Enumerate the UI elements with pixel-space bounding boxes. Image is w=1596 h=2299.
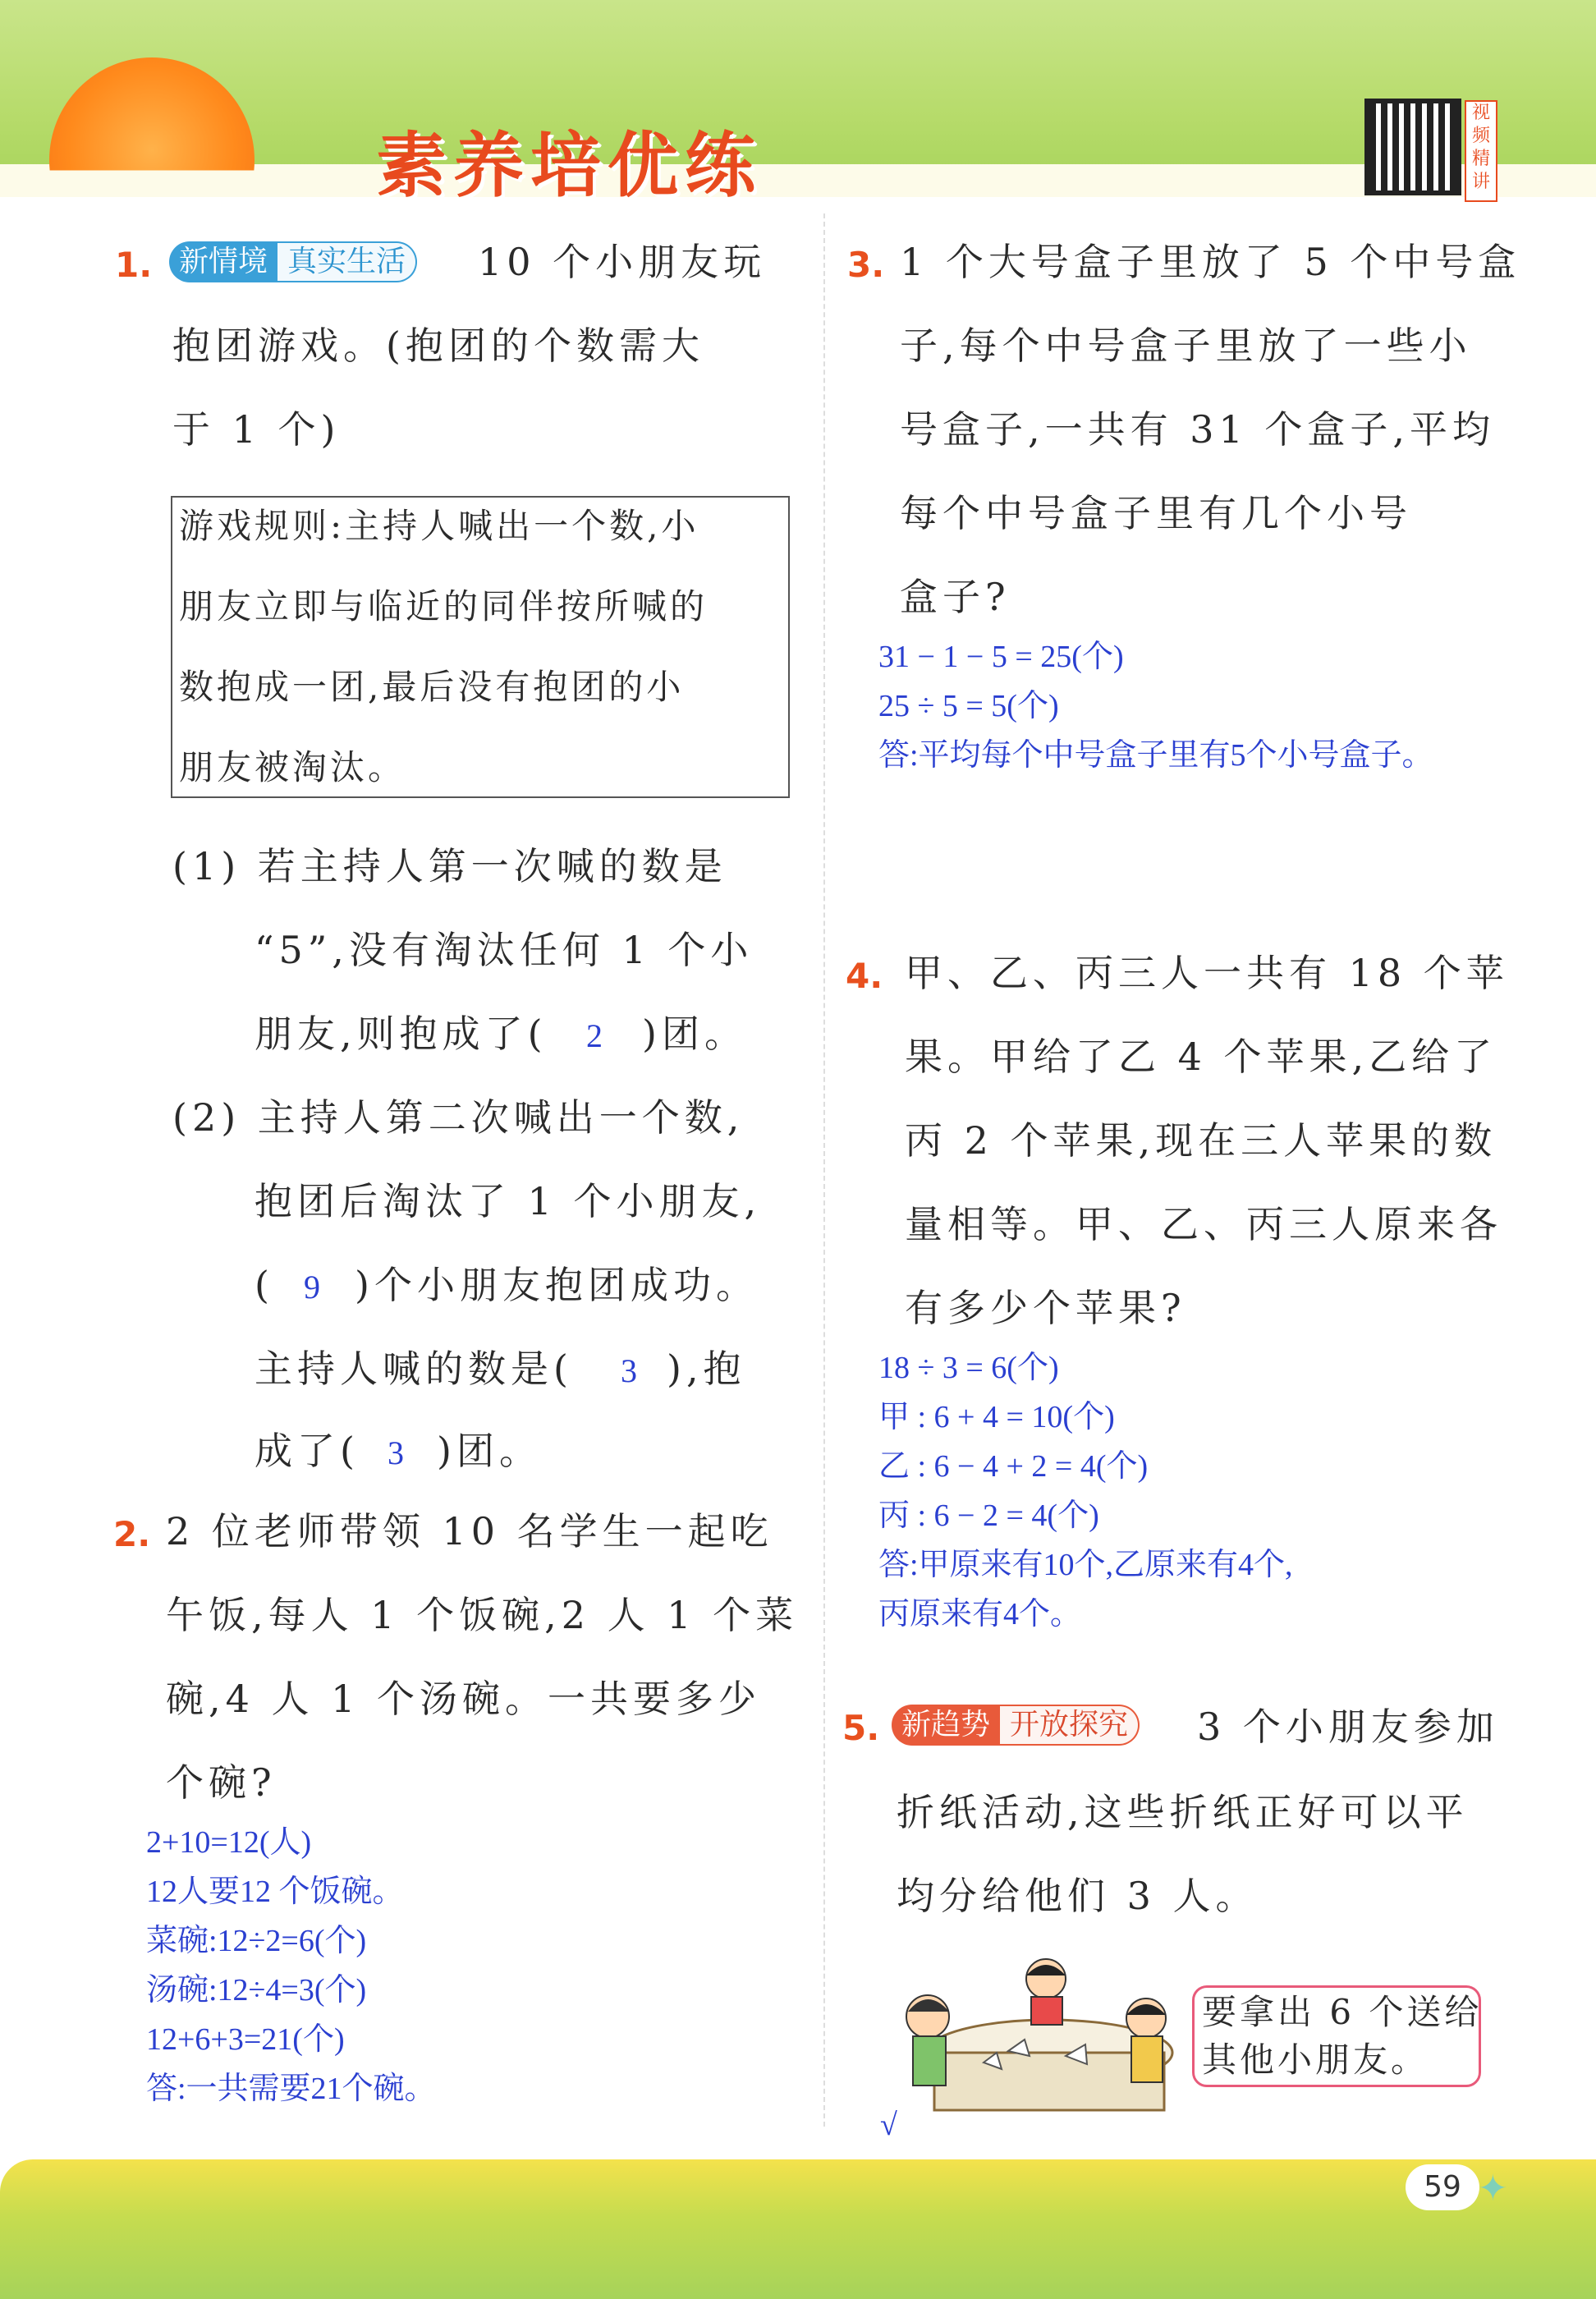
q4-work-line: 乙 : 6 − 4 + 2 = 4(个): [878, 1449, 1149, 1484]
qr-label: 视频精讲: [1465, 100, 1497, 202]
q1-badge-new-context: 新情境: [169, 241, 277, 282]
q1-number: 1.: [115, 245, 153, 285]
q1-rule-line: 朋友立即与临近的同伴按所喊的: [179, 586, 709, 626]
qr-code-icon[interactable]: [1364, 99, 1461, 195]
speech-bubble-line: 要拿出 6 个送给: [1202, 1992, 1483, 2032]
q3-line: 盒子?: [900, 575, 1011, 619]
q4-line: 丙 2 个苹果,现在三人苹果的数: [905, 1118, 1497, 1163]
q1-sub2-line1: (2) 主持人第二次喊出一个数,: [172, 1095, 745, 1140]
q2-line: 碗,4 人 1 个汤碗。一共要多少: [166, 1677, 762, 1721]
q2-answer-line: 答:一共需要21个碗。: [146, 2072, 436, 2106]
star-icon: ✦: [1478, 2168, 1508, 2210]
q1-sub1-line3a: 朋友,则抱成了(: [255, 1012, 548, 1056]
q2-number: 2.: [113, 1514, 151, 1554]
q2-line: 2 位老师带领 10 名学生一起吃: [166, 1509, 773, 1553]
q4-answer-line: 丙原来有4个。: [878, 1597, 1082, 1631]
q3-work-line: 25 ÷ 5 = 5(个): [878, 689, 1059, 723]
q1-sub1-line3b: )团。: [642, 1012, 747, 1056]
q1-rule-line: 朋友被淘汰。: [179, 747, 406, 787]
q3-number: 3.: [847, 245, 885, 285]
q1-line2: 抱团游戏。(抱团的个数需大: [172, 324, 704, 368]
q1-sub2-answer1[interactable]: 9: [304, 1269, 320, 1306]
q5-line1: 3 个小朋友参加: [1197, 1705, 1499, 1749]
q1-rule-line: 游戏规则:主持人喊出一个数,小: [179, 506, 699, 546]
children-folding-paper-illustration: [885, 1954, 1197, 2135]
q1-badge-real-life: 真实生活: [277, 241, 417, 282]
q2-work-line: 菜碗:12÷2=6(个): [146, 1924, 367, 1958]
q4-line: 果。甲给了乙 4 个苹果,乙给了: [905, 1035, 1497, 1079]
page-title: 素养培优练: [376, 125, 762, 207]
q5-check-mark: √: [880, 2108, 897, 2142]
q1-line1: 10 个小朋友玩: [478, 240, 767, 284]
column-divider: [823, 213, 825, 2127]
page-number: 59: [1406, 2164, 1479, 2210]
q4-line: 有多少个苹果?: [905, 1286, 1186, 1330]
q5-line2: 折纸活动,这些折纸正好可以平: [897, 1790, 1469, 1834]
q2-line: 午饭,每人 1 个饭碗,2 人 1 个菜: [166, 1593, 799, 1637]
q4-line: 甲、乙、丙三人一共有 18 个苹: [905, 951, 1509, 995]
q2-work-line: 2+10=12(人): [146, 1825, 312, 1860]
q3-line: 1 个大号盒子里放了 5 个中号盒: [900, 240, 1521, 284]
q2-work-line: 12人要12 个饭碗。: [146, 1875, 404, 1909]
q3-answer-line: 答:平均每个中号盒子里有5个小号盒子。: [878, 738, 1433, 773]
q4-work-line: 18 ÷ 3 = 6(个): [878, 1351, 1059, 1385]
q5-badge-open-explore: 开放探究: [1000, 1705, 1140, 1746]
q1-sub1-line2: “5”,没有淘汰任何 1 个小: [255, 928, 754, 972]
q1-sub2-line4a: 主持人喊的数是(: [255, 1347, 573, 1391]
q5-number: 5.: [842, 1708, 880, 1748]
q3-line: 号盒子,一共有 31 个盒子,平均: [900, 407, 1496, 452]
q4-work-line: 丙 : 6 − 2 = 4(个): [878, 1498, 1099, 1533]
q1-sub2-answer2[interactable]: 3: [621, 1352, 637, 1389]
q3-work-line: 31 − 1 − 5 = 25(个): [878, 640, 1124, 674]
q1-sub2-line5b: )团。: [437, 1429, 542, 1473]
q1-line3: 于 1 个): [172, 407, 341, 452]
q3-line: 每个中号盒子里有几个小号: [900, 491, 1412, 535]
q4-line: 量相等。甲、乙、丙三人原来各: [905, 1202, 1502, 1246]
q1-badge: [169, 241, 417, 282]
q1-sub2-line5a: 成了(: [255, 1429, 360, 1473]
speech-bubble-line: 其他小朋友。: [1202, 2040, 1429, 2080]
sun-illustration: [49, 57, 255, 263]
q1-sub2-line3b: )个小朋友抱团成功。: [355, 1263, 759, 1307]
q1-sub2-line4b: ),抱: [667, 1347, 746, 1391]
q5-badge-new-trend: 新趋势: [892, 1705, 1000, 1746]
footer-band: [0, 2159, 1596, 2299]
q1-sub2-answer3[interactable]: 3: [388, 1434, 404, 1471]
q4-work-line: 甲 : 6 + 4 = 10(个): [878, 1400, 1115, 1434]
q3-line: 子,每个中号盒子里放了一些小: [900, 324, 1472, 368]
q1-sub2-line2: 抱团后淘汰了 1 个小朋友,: [255, 1179, 762, 1223]
q1-rule-line: 数抱成一团,最后没有抱团的小: [179, 667, 685, 707]
q5-line3: 均分给他们 3 人。: [897, 1874, 1259, 1918]
q2-work-line: 12+6+3=21(个): [146, 2022, 345, 2057]
q1-sub2-line3a: (: [255, 1263, 274, 1307]
q5-badge: [892, 1705, 1140, 1746]
q1-sub1-line1: (1) 若主持人第一次喊的数是: [172, 844, 727, 888]
q2-work-line: 汤碗:12÷4=3(个): [146, 1973, 367, 2008]
q4-number: 4.: [846, 956, 883, 996]
q1-sub1-answer[interactable]: 2: [586, 1017, 603, 1054]
q2-line: 个碗?: [166, 1760, 277, 1805]
q4-answer-line: 答:甲原来有10个,乙原来有4个,: [878, 1548, 1293, 1582]
